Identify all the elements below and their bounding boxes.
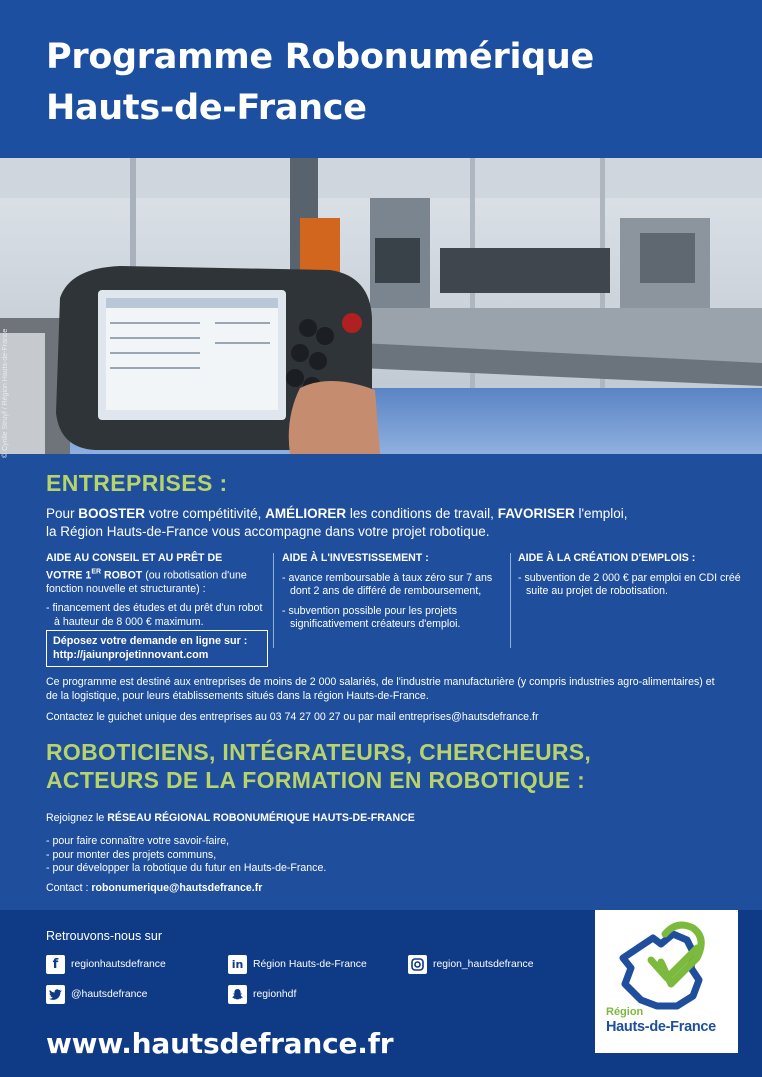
programme-description: Ce programme est destiné aux entreprises de moins de 2 000 salariés, de l'industrie manufacturière (y compris industries agro-alimentaires) et de la logistique, pour leurs établissements situés dans la région Hauts-de-France. <box>46 676 715 702</box>
aid-conseil-heading: AIDE AU CONSEIL ET AU PRÊT DE VOTRE 1ER ROBOT (ou robotisation d'une fonction nouvelle et structurante) : <box>46 552 247 595</box>
logo-region-label: Région <box>606 1006 644 1018</box>
page-title <box>46 32 594 134</box>
website-link[interactable]: www.hautsdefrance.fr <box>46 1027 394 1060</box>
section-roboticiens-title <box>46 738 591 794</box>
hero-photo <box>0 158 762 454</box>
aid-emplois-heading: AIDE À LA CRÉATION D'EMPLOIS : <box>518 552 696 564</box>
application-link[interactable]: http://jaiunprojetinnovant.com <box>53 649 209 661</box>
logo-region-name: Hauts-de-France <box>606 1019 716 1035</box>
entreprises-intro <box>46 505 726 541</box>
header-band <box>0 0 762 158</box>
instagram-icon <box>408 955 427 974</box>
column-divider <box>510 553 511 648</box>
online-application-box[interactable] <box>46 630 268 667</box>
social-instagram[interactable]: region_hautsdefrance <box>408 955 534 974</box>
contact-email-link[interactable]: robonumerique@hautsdefrance.fr <box>91 882 263 894</box>
list-item: - pour développer la robotique du futur en Hauts-de-France. <box>46 862 327 874</box>
snapchat-icon <box>228 985 247 1004</box>
social-twitter[interactable]: @hautsdefrance <box>46 985 147 1004</box>
aid-investissement-item: - subvention possible pour les projets significativement créateurs d'emploi. <box>282 604 461 630</box>
intro-bold-booster: BOOSTER <box>78 506 146 521</box>
social-heading: Retrouvons-nous sur <box>46 929 163 943</box>
section-entreprises-title: ENTREPRISES : <box>46 470 228 496</box>
roboticiens-contact: Contact : robonumerique@hautsdefrance.fr <box>46 882 263 894</box>
intro-text: Pour <box>46 506 79 521</box>
intro-text: l'emploi, <box>574 506 628 521</box>
aid-column-emplois <box>518 552 743 605</box>
box-label: Déposez votre demande en ligne sur : <box>53 635 248 647</box>
reseau-invitation: Rejoignez le RÉSEAU RÉGIONAL ROBONUMÉRIQUE HAUTS-DE-FRANCE <box>46 812 415 824</box>
twitter-icon <box>46 985 65 1004</box>
column-divider <box>273 553 274 648</box>
aid-column-conseil <box>46 552 271 635</box>
reseau-name: RÉSEAU RÉGIONAL ROBONUMÉRIQUE HAUTS-DE-FRANCE <box>107 812 415 824</box>
aid-column-investissement <box>282 552 507 638</box>
social-facebook[interactable]: f regionhautsdefrance <box>46 955 166 974</box>
aid-investissement-heading: AIDE À L'INVESTISSEMENT : <box>282 552 429 564</box>
aid-investissement-item: - avance remboursable à taux zéro sur 7 ans dont 2 ans de différé de remboursement, <box>282 571 493 597</box>
intro-line-2: la Région Hauts-de-France vous accompagne dans votre projet robotique. <box>46 524 490 539</box>
roboticiens-title-line-2: ACTEURS DE LA FORMATION EN ROBOTIQUE : <box>46 767 586 793</box>
title-line-1: Programme Robonumérique <box>46 37 594 77</box>
intro-bold-favoriser: FAVORISER <box>497 506 575 521</box>
intro-bold-ameliorer: AMÉLIORER <box>265 506 347 521</box>
social-linkedin[interactable]: in Région Hauts-de-France <box>228 955 367 974</box>
roboticiens-title-line-1: ROBOTICIENS, INTÉGRATEURS, CHERCHEURS, <box>46 739 592 765</box>
list-item: - pour monter des projets communs, <box>46 848 217 861</box>
photo-credit: © Cyrille Struyf / Région Hauts-de-France <box>2 328 9 458</box>
intro-text: les conditions de travail, <box>346 506 498 521</box>
facebook-icon: f <box>46 955 65 974</box>
linkedin-icon: in <box>228 955 247 974</box>
list-item: - pour faire connaître votre savoir-faire, <box>46 835 230 847</box>
robot-teach-pendant-photo <box>0 158 762 454</box>
intro-text: votre compétitivité, <box>145 506 266 521</box>
title-line-2: Hauts-de-France <box>46 88 367 128</box>
social-snapchat[interactable]: regionhdf <box>228 985 296 1004</box>
reseau-bullets <box>46 835 326 876</box>
aid-conseil-item: - financement des études et du prêt d'un robot à hauteur de 8 000 € maximum. <box>46 602 263 628</box>
entreprises-contact: Contactez le guichet unique des entreprises au 03 74 27 00 27 ou par mail entreprises@hautsdefrance.fr <box>46 711 539 723</box>
aid-emplois-item: - subvention de 2 000 € par emploi en CDI créé suite au projet de robotisation. <box>518 571 741 597</box>
